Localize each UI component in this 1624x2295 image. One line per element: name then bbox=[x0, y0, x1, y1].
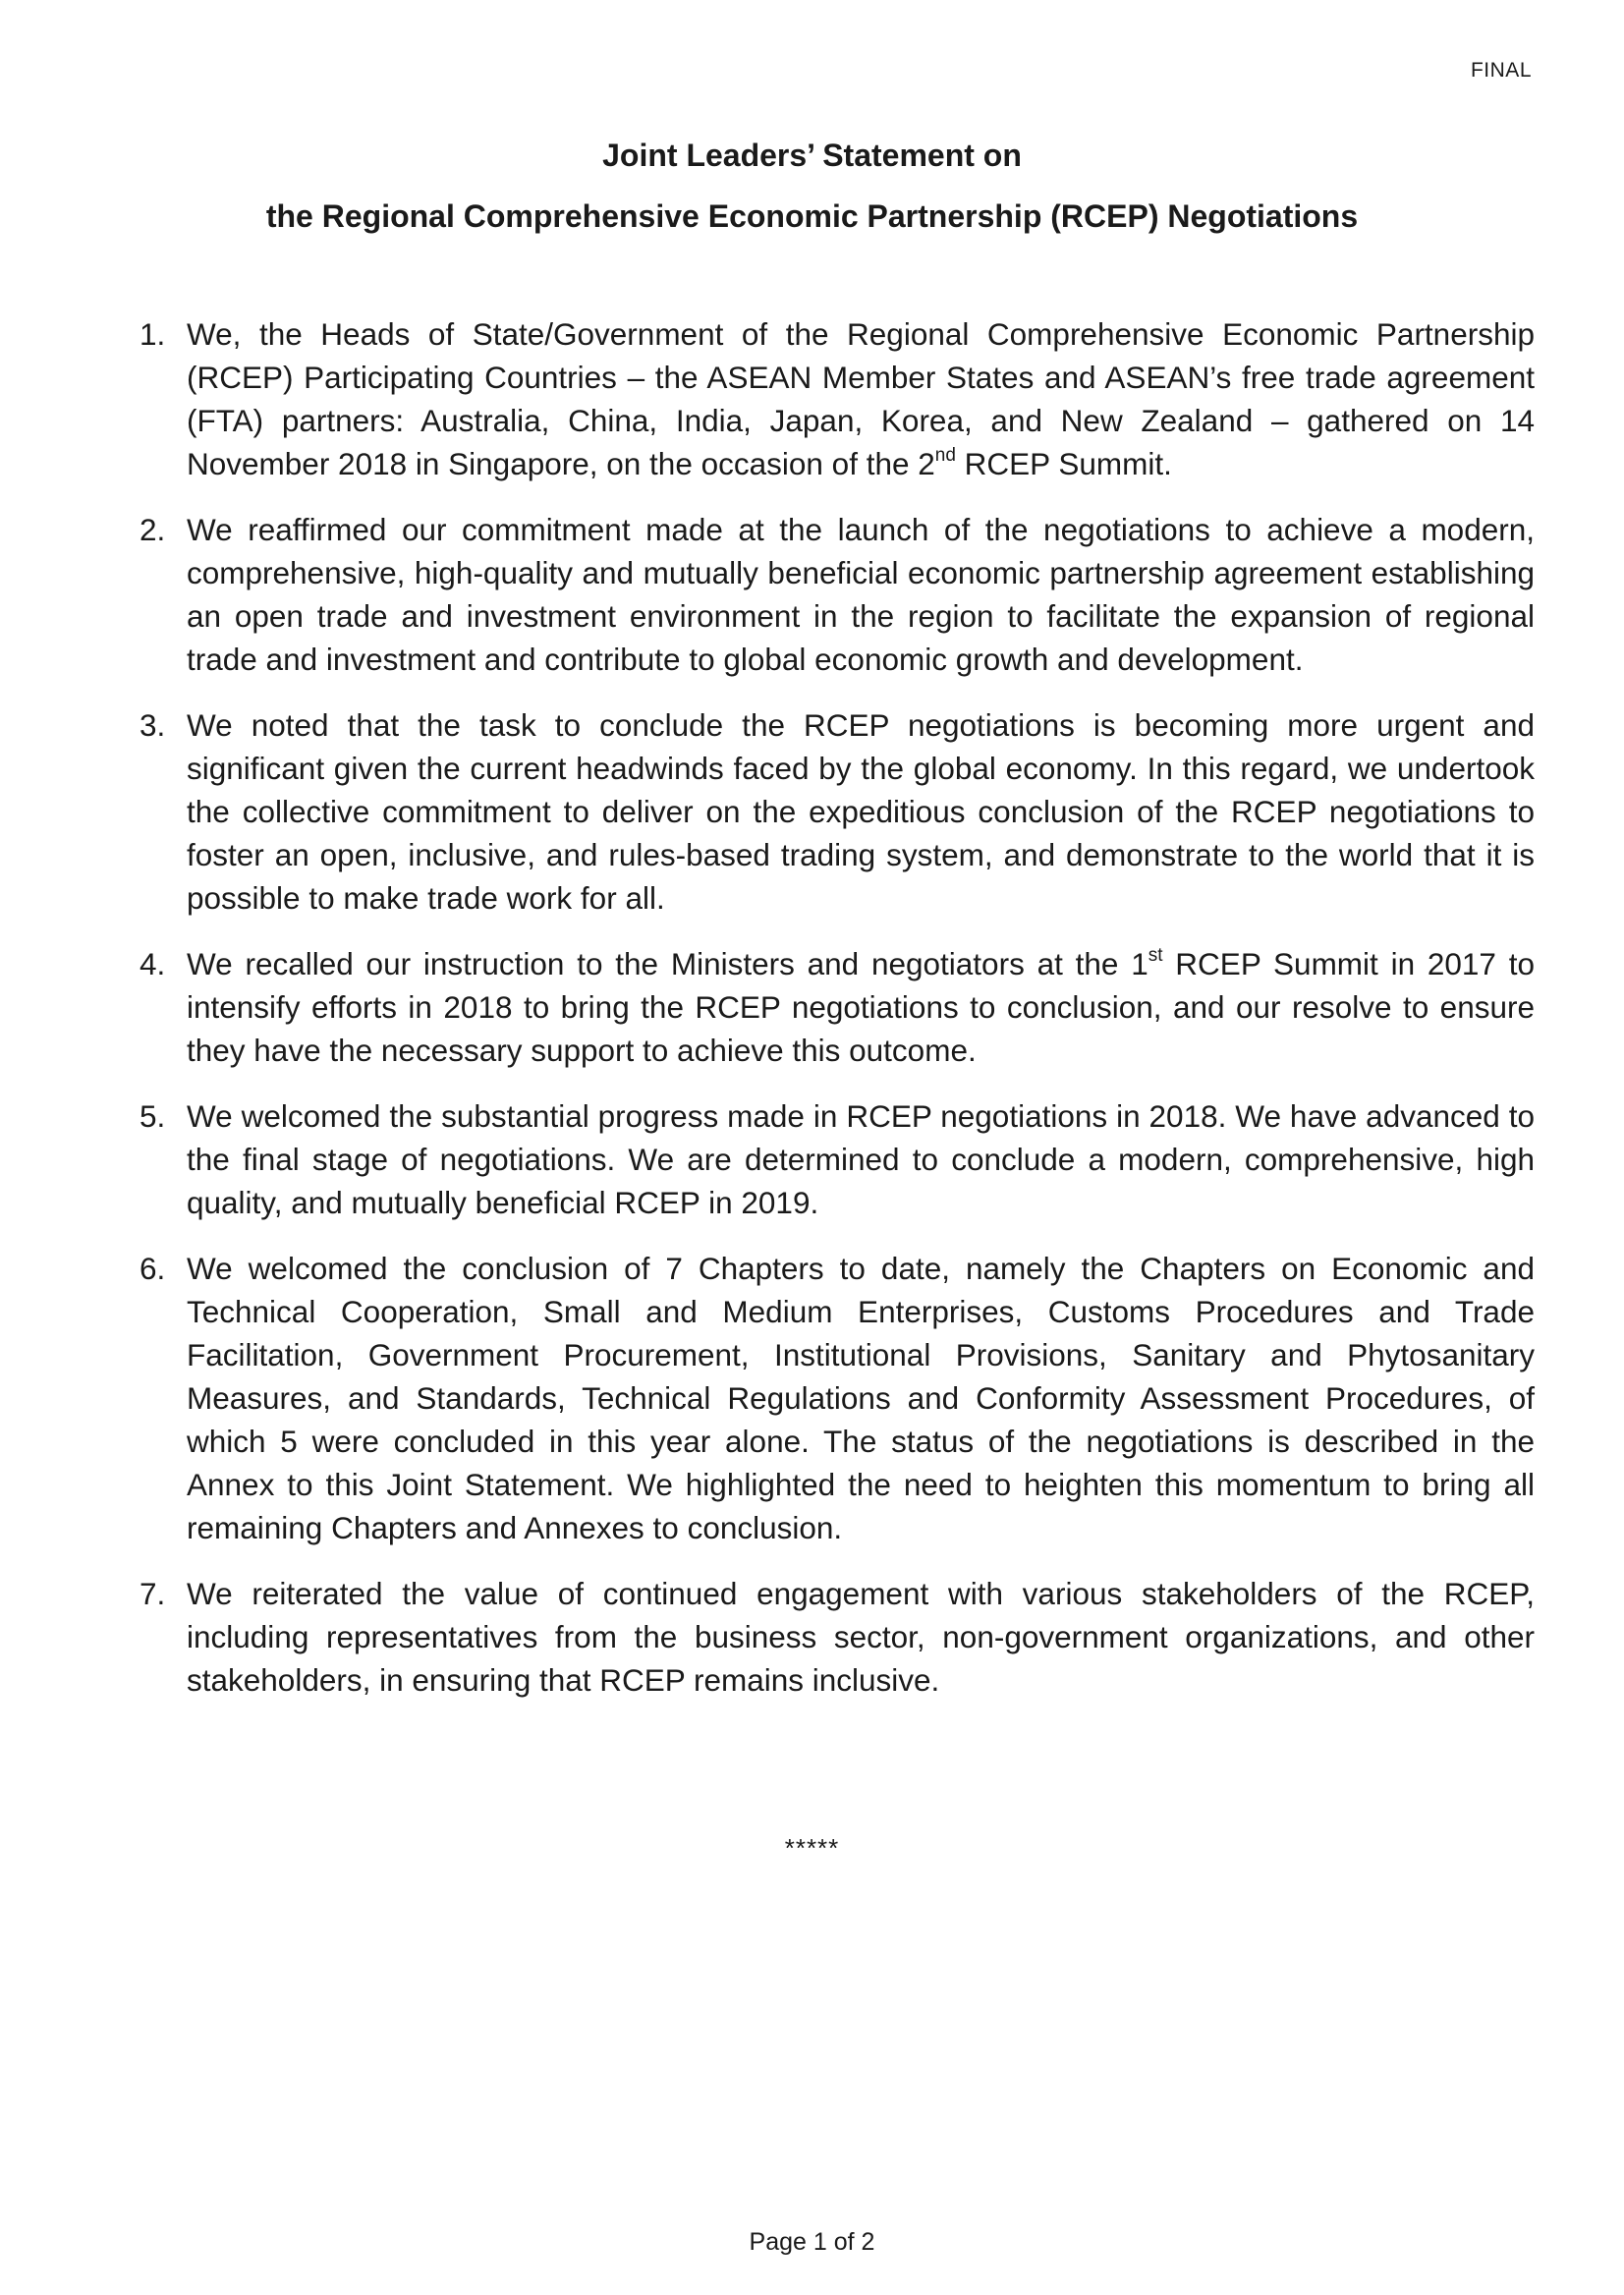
paragraph-text: We noted that the task to conclude the RCEP negotiations is becoming more urgent and significant given the current headwinds faced by the global economy. In this regard, we undertook the collective commitment to deliver on the expeditious conclusion of the RCEP negotiations to foster an open, inclusive, and rules-based trading system, and demonstrate to the world that it is possible to make trade work for all. bbox=[187, 707, 1535, 916]
paragraph-number: 1. bbox=[140, 316, 166, 352]
paragraph-text bbox=[187, 942, 1535, 1072]
paragraph-text-part: We, the Heads of State/Government of the Regional Comprehensive Economic Partnership (RCEP) Participating Countries – the ASEAN Member States and ASEAN’s free trade agreement (FTA) partners: Australia, China, India, Japan, Korea, and New Zealand – gathered on 14 November 2018 in Singapore, on the occasion of the 2 bbox=[187, 316, 1535, 481]
document-title bbox=[0, 136, 1624, 257]
paragraph-7 bbox=[140, 1572, 1535, 1702]
paragraph-3 bbox=[140, 703, 1535, 920]
title-line-2: the Regional Comprehensive Economic Partnership (RCEP) Negotiations bbox=[265, 198, 1359, 234]
paragraph-text: We reaffirmed our commitment made at the launch of the negotiations to achieve a modern, comprehensive, high-quality and mutually beneficial economic partnership agreement establishing an open trade and investment environment in the region to facilitate the expansion of regional trade and investment and contribute to global economic growth and development. bbox=[187, 512, 1535, 677]
paragraph-text-part: RCEP Summit. bbox=[955, 446, 1172, 481]
paragraph-5 bbox=[140, 1094, 1535, 1224]
paragraph-text bbox=[187, 312, 1535, 485]
paragraph-number: 5. bbox=[140, 1098, 166, 1134]
paragraph-number: 3. bbox=[140, 707, 166, 743]
paragraph-text-part: RCEP Summit in 2017 to intensify efforts in 2018 to bring the RCEP negotiations to conclusion, and our resolve to ensure they have the necessary support to achieve this outcome. bbox=[187, 946, 1536, 1068]
paragraph-1 bbox=[140, 312, 1535, 485]
paragraph-number: 6. bbox=[140, 1251, 166, 1286]
paragraph-6 bbox=[140, 1247, 1535, 1549]
paragraph-text-part: We recalled our instruction to the Ministers and negotiators at the 1 bbox=[187, 946, 1148, 981]
page-number: Page 1 of 2 bbox=[749, 2228, 875, 2256]
final-marker: FINAL bbox=[1470, 59, 1532, 82]
paragraph-text: We welcomed the substantial progress made in RCEP negotiations in 2018. We have advanced to the final stage of negotiations. We are determined to conclude a modern, comprehensive, high quality, and mutually beneficial RCEP in 2019. bbox=[187, 1098, 1535, 1220]
paragraph-2 bbox=[140, 508, 1535, 681]
statement-paragraphs bbox=[140, 312, 1535, 1724]
paragraph-number: 4. bbox=[140, 946, 166, 981]
paragraph-number: 2. bbox=[140, 512, 166, 547]
paragraph-text: We welcomed the conclusion of 7 Chapters to date, namely the Chapters on Economic and Technical Cooperation, Small and Medium Enterprises, Customs Procedures and Trade Facilitation, Government Procurement, Institutional Provisions, Sanitary and Phytosanitary Measures, and Standards, Technical Regulations and Conformity Assessment Procedures, of which 5 were concluded in this year alone. The status of the negotiations is described in the Annex to this Joint Statement. We highlighted the need to heighten this momentum to bring all remaining Chapters and Annexes to conclusion. bbox=[187, 1251, 1535, 1545]
paragraph-text: We reiterated the value of continued engagement with various stakeholders of the RCEP, including representatives from the business sector, non-government organizations, and other stakeholders, in ensuring that RCEP remains inclusive. bbox=[187, 1576, 1535, 1698]
end-separator: ***** bbox=[784, 1833, 840, 1863]
ordinal-suffix: st bbox=[1148, 944, 1163, 966]
paragraph-4 bbox=[140, 942, 1535, 1072]
ordinal-suffix: nd bbox=[934, 444, 956, 466]
title-line-1: Joint Leaders’ Statement on bbox=[602, 138, 1022, 173]
paragraph-number: 7. bbox=[140, 1576, 166, 1611]
